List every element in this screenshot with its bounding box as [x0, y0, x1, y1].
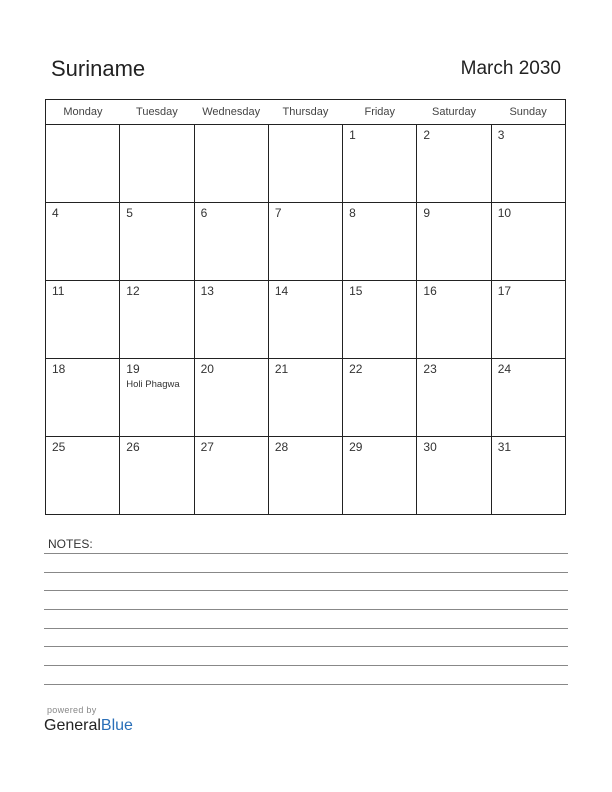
day-cell [194, 437, 268, 515]
powered-by-text: powered by [47, 705, 97, 715]
weekday-monday: Monday [46, 100, 120, 125]
weekday-tuesday: Tuesday [120, 100, 194, 125]
day-cell [268, 359, 342, 437]
note-line [44, 609, 568, 610]
day-cell [417, 203, 491, 281]
day-number: 3 [497, 128, 505, 142]
day-cell [46, 125, 120, 203]
day-cell [491, 203, 565, 281]
day-number: 6 [200, 206, 208, 220]
day-cell [46, 359, 120, 437]
day-cell [417, 125, 491, 203]
note-line [44, 628, 568, 629]
weekday-friday: Friday [343, 100, 417, 125]
day-number: 9 [423, 206, 431, 220]
day-number: 24 [497, 362, 512, 376]
day-cell [343, 359, 417, 437]
day-number: 13 [200, 284, 214, 298]
day-number: 30 [423, 440, 437, 454]
note-line [44, 665, 568, 666]
day-number: 25 [52, 440, 66, 454]
day-number: 4 [52, 206, 59, 220]
month-year-title: March 2030 [460, 58, 561, 79]
day-number: 11 [52, 284, 65, 298]
calendar-grid [45, 99, 566, 515]
day-number: 2 [423, 128, 431, 142]
day-cell [491, 359, 565, 437]
week-row [46, 437, 566, 515]
country-title: Suriname [51, 56, 146, 81]
day-cell [46, 203, 120, 281]
day-number: 1 [349, 128, 356, 142]
note-line [44, 572, 568, 573]
day-number: 17 [497, 284, 512, 298]
day-cell [417, 359, 491, 437]
day-cell [120, 281, 194, 359]
day-cell [491, 437, 565, 515]
note-line [44, 684, 568, 685]
day-number: 18 [52, 362, 66, 376]
day-cell [268, 281, 342, 359]
day-cell [46, 281, 120, 359]
day-cell [268, 437, 342, 515]
weekday-wednesday: Wednesday [194, 100, 268, 125]
day-cell [194, 125, 268, 203]
day-number: 29 [349, 440, 363, 454]
day-number: 28 [274, 440, 289, 454]
day-cell [417, 437, 491, 515]
day-cell [343, 203, 417, 281]
day-number: 27 [200, 440, 214, 454]
day-number: 21 [274, 362, 289, 376]
day-number: 20 [200, 362, 214, 376]
weekday-header-row [46, 100, 566, 125]
day-number: 22 [349, 362, 363, 376]
day-cell [46, 437, 120, 515]
day-cell [491, 281, 565, 359]
day-number: 7 [274, 206, 282, 220]
day-cell [343, 437, 417, 515]
day-cell [120, 359, 194, 437]
week-row [46, 359, 566, 437]
day-number: 19 [126, 362, 140, 376]
day-number: 10 [497, 206, 512, 220]
day-number: 12 [126, 284, 140, 298]
week-row [46, 125, 566, 203]
day-cell [491, 125, 565, 203]
note-line [44, 646, 568, 647]
day-cell [417, 281, 491, 359]
logo-general-text: General [44, 717, 101, 734]
day-cell [343, 125, 417, 203]
day-cell [194, 203, 268, 281]
note-line [44, 590, 568, 591]
day-number: 31 [497, 440, 512, 454]
week-row [46, 203, 566, 281]
day-number: 26 [126, 440, 140, 454]
day-number: 8 [349, 206, 356, 220]
weekday-sunday: Sunday [491, 100, 565, 125]
day-number: 16 [423, 284, 437, 298]
weekday-saturday: Saturday [417, 100, 491, 125]
generalblue-logo [44, 717, 133, 735]
holiday-label: Holi Phagwa [126, 379, 180, 390]
day-cell [120, 203, 194, 281]
day-number: 5 [126, 206, 133, 220]
day-number: 23 [423, 362, 437, 376]
weekday-thursday: Thursday [268, 100, 342, 125]
day-cell [268, 203, 342, 281]
day-cell [268, 125, 342, 203]
day-cell [120, 125, 194, 203]
day-cell [120, 437, 194, 515]
day-cell [194, 359, 268, 437]
day-number: 14 [274, 284, 289, 298]
week-row [46, 281, 566, 359]
day-number: 15 [349, 284, 363, 298]
day-cell [343, 281, 417, 359]
day-cell [194, 281, 268, 359]
logo-blue-text: Blue [100, 717, 133, 734]
notes-label: NOTES: [48, 537, 93, 551]
note-line [44, 553, 568, 554]
